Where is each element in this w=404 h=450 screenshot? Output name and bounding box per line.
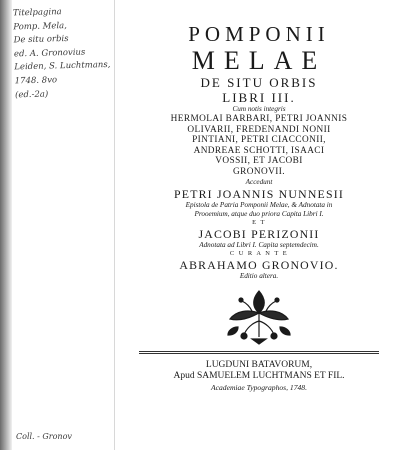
margin-note-line: Leiden, S. Luchtmans,	[14, 60, 111, 73]
commentator-line: HERMOLAI BARBARI, PETRI JOANNIS	[170, 114, 348, 124]
printer-ornament-icon	[222, 287, 296, 345]
commentator-line: ANDREAE SCHOTTI, ISAACI	[193, 145, 325, 156]
cum-notis-line: Cum notis integris	[232, 105, 286, 113]
nunnesii-name: PETRI JOANNIS NUNNESII	[174, 186, 344, 201]
nunnesii-description: Epistola de Patria Pomponii Melae, & Adnotata in	[185, 200, 333, 209]
title-work: DE SITU ORBIS	[200, 75, 318, 90]
commentator-line: PINTIANI, PETRI CIACCONII,	[192, 135, 326, 146]
accedunt-line: Accedunt	[245, 177, 273, 186]
perizonii-description: Adnotata ad Libri I. Capita septemdecim.	[199, 240, 319, 249]
curante-line: C U R A N T E	[229, 249, 289, 257]
margin-note-line: Titelpagina	[12, 7, 62, 19]
handwritten-margin-notes	[13, 5, 123, 103]
imprint-city: LUGDUNI BATAVORUM,	[205, 359, 313, 370]
imprint-publisher: Apud SAMUELEM LUCHTMANS ET FIL.	[173, 371, 345, 382]
margin-note-line: Pomp. Mela,	[13, 20, 68, 33]
title-page	[118, 6, 400, 392]
commentator-line: VOSSII, ET JACOBI	[215, 156, 303, 167]
margin-note-line: ed. A. Gronovius	[13, 47, 86, 60]
margin-note-line: (ed.-2a)	[14, 89, 49, 100]
margin-note-line: De situ orbis	[13, 34, 69, 46]
handwritten-footer-note: Coll. - Gronov	[16, 432, 72, 441]
title-author: POMPONII	[188, 22, 330, 46]
commentator-line: GRONOVII.	[233, 166, 285, 177]
edition-line: Editio altera.	[239, 271, 279, 280]
scan-edge-shadow	[0, 0, 12, 450]
imprint-printers: Academiae Typographos, 1748.	[210, 382, 308, 392]
commentator-line: OLIVARII, FREDENANDI NONII	[187, 124, 331, 135]
title-books: LIBRI III.	[222, 90, 296, 105]
title-author-surname: MELAE	[191, 46, 327, 75]
nunnesii-description: Prooemium, atque duo priora Capita Libri I.	[194, 209, 324, 218]
editor-name: ABRAHAMO GRONOVIO.	[179, 257, 339, 272]
et-line: E T	[252, 218, 266, 226]
margin-note-line: 1748. 8vo	[14, 75, 58, 87]
perizonii-name: JACOBI PERIZONII	[198, 226, 320, 241]
